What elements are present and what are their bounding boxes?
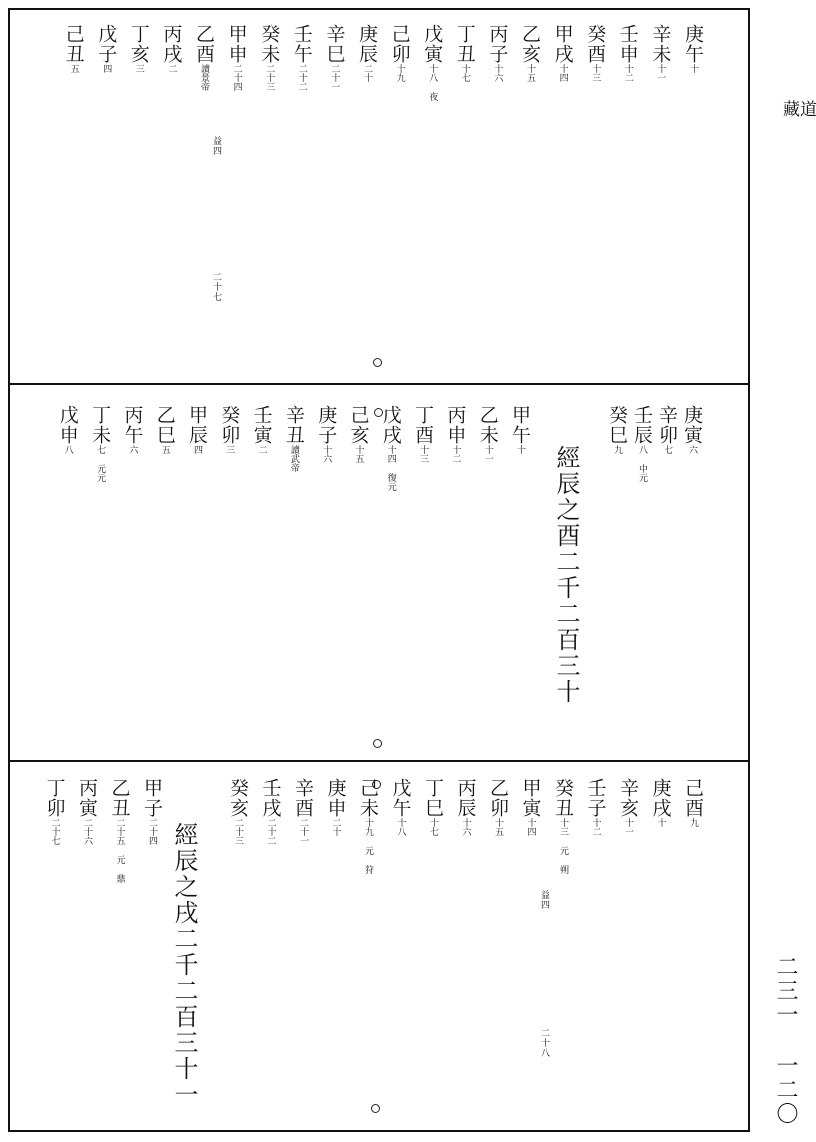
entry-text: 癸巳	[606, 405, 628, 445]
entry-note: 十六	[492, 64, 503, 82]
entry-column	[444, 405, 467, 463]
entry-note: 二十二	[296, 64, 307, 91]
entry-note: 十四 復元	[385, 445, 396, 491]
entry-column	[95, 24, 118, 73]
entry-note: 二十六	[82, 818, 92, 845]
entry-text: 壬戌	[259, 778, 282, 818]
entry-column	[155, 405, 174, 454]
entry-text: 丁巳	[422, 778, 444, 818]
entry-text: 丙子	[486, 24, 509, 64]
entry-column	[142, 778, 161, 845]
entry-text: 乙卯	[487, 778, 509, 818]
entry-text: 壬辰	[631, 405, 653, 445]
entry-note: 十四	[525, 818, 536, 836]
entry-text: 癸卯	[218, 405, 241, 445]
entry-note: 二十	[330, 818, 341, 836]
entry-note: 二十五 元 鼎	[114, 818, 125, 883]
entry-note: 二	[166, 64, 177, 73]
entry-column	[77, 778, 96, 845]
entry-text: 乙丑	[108, 778, 131, 818]
entry-text: 甲子	[141, 778, 163, 818]
entry-note: 十五	[353, 445, 364, 463]
middle-panel	[10, 385, 748, 760]
entry-column	[553, 24, 572, 82]
entry-column	[326, 778, 345, 836]
entry-text: 戊子	[95, 24, 118, 64]
entry-column	[423, 778, 442, 836]
entry-note: 十二	[622, 64, 633, 82]
entry-column	[584, 24, 607, 82]
entry-text: 辛巳	[323, 24, 346, 64]
entry-text: 己未	[357, 778, 379, 818]
entry-text: 己丑	[62, 24, 85, 64]
entry-text: 乙巳	[153, 405, 176, 445]
entry-column	[488, 778, 507, 836]
entry-note: 十	[515, 445, 525, 454]
margin-title: 道 藏	[779, 100, 816, 179]
entry-text: 乙未	[476, 405, 499, 445]
entry-column	[586, 778, 605, 836]
entry-text: 丙戌	[160, 24, 183, 64]
entry-note: 六	[687, 445, 697, 454]
entry-note: 七 元元	[95, 445, 106, 482]
entry-note: 讀武帝	[288, 445, 299, 472]
entry-column	[194, 24, 213, 91]
entry-note: 四	[192, 445, 202, 454]
entry-text: 丁酉	[412, 405, 435, 445]
entry-column	[683, 24, 702, 73]
entry-column	[129, 24, 148, 73]
entry-note: 九	[612, 445, 622, 454]
entry-text: 丁未	[89, 405, 112, 445]
entry-note: 二十三	[233, 818, 243, 845]
entry-text: 己卯	[388, 24, 411, 64]
entry-text: 庚午	[682, 24, 704, 64]
entry-text: 辛卯	[656, 405, 678, 445]
entry-column	[651, 778, 670, 827]
entry-column	[293, 778, 312, 845]
entry-column	[632, 405, 651, 482]
entry-column	[284, 405, 303, 472]
entry-note: 十五	[525, 64, 535, 82]
lower-heading: 經辰之戌二千二百三十一	[170, 822, 198, 1108]
entry-text: 己亥	[347, 405, 370, 445]
circle-mark-upper	[373, 358, 382, 367]
entry-text: 戊戌	[379, 405, 402, 445]
entry-note: 十六	[460, 818, 471, 836]
lower-mark-1: 益四	[539, 890, 549, 910]
entry-column	[390, 24, 409, 82]
entry-note: 二十一	[329, 64, 340, 91]
entry-column	[683, 778, 702, 827]
page-number: 二三一 一二〇	[773, 955, 798, 1126]
entry-text: 辛未	[649, 24, 672, 64]
entry-note: 十三	[418, 445, 429, 463]
entry-note: 十六	[321, 445, 332, 463]
entry-column	[391, 778, 410, 836]
entry-note: 四	[101, 64, 112, 73]
entry-note: 二	[256, 445, 267, 454]
entry-column	[160, 24, 183, 73]
entry-column	[553, 778, 572, 874]
entry-note: 二十三	[264, 64, 275, 91]
entry-column	[218, 405, 241, 454]
entry-note: 八	[62, 445, 73, 454]
entry-note: 十二	[590, 818, 601, 836]
entry-note: 十八	[395, 818, 406, 836]
entry-column	[412, 405, 435, 463]
entry-column	[618, 778, 637, 836]
entry-column	[292, 24, 311, 91]
entry-note: 十九 元 狩	[363, 818, 373, 874]
entry-note: 三	[224, 445, 235, 454]
circle-mark-middle	[374, 408, 383, 417]
entry-column	[45, 778, 64, 845]
entry-text: 甲午	[509, 405, 531, 445]
entry-column	[421, 24, 444, 101]
entry-note: 三	[133, 64, 144, 73]
entry-column	[58, 405, 77, 454]
entry-note: 二十七	[49, 818, 60, 845]
entry-note: 十七	[428, 818, 438, 836]
entry-column	[520, 24, 539, 82]
entry-note: 十三	[590, 64, 601, 82]
entry-note: 五	[68, 64, 79, 73]
entry-text: 癸亥	[227, 778, 249, 818]
upper-panel	[10, 10, 748, 383]
entry-column	[315, 405, 338, 463]
entry-column	[649, 24, 672, 82]
entry-column	[456, 778, 475, 836]
entry-note: 九	[688, 818, 698, 827]
entry-text: 壬午	[290, 24, 313, 64]
entry-text: 丁亥	[127, 24, 150, 64]
entry-text: 庚子	[315, 405, 338, 445]
entry-note: 二十四	[147, 818, 157, 845]
entry-text: 丁卯	[43, 778, 66, 818]
entry-text: 甲申	[225, 24, 248, 64]
entry-text: 丁丑	[453, 24, 476, 64]
entry-note: 十三 元 朔	[558, 818, 568, 874]
entry-column	[657, 405, 676, 454]
entry-text: 甲戌	[551, 24, 574, 64]
entry-column	[261, 778, 280, 845]
entry-note: 六	[127, 445, 138, 454]
entry-text: 丙午	[121, 405, 144, 445]
entry-column	[607, 405, 626, 454]
entry-note: 二十四	[231, 64, 242, 91]
entry-column	[227, 24, 246, 91]
entry-column	[381, 405, 400, 491]
entry-text: 戊午	[389, 778, 412, 818]
entry-text: 甲寅	[519, 778, 542, 818]
entry-text: 戊申	[56, 405, 79, 445]
entry-text: 壬申	[616, 24, 639, 64]
entry-note: 十一	[482, 445, 493, 463]
entry-column	[455, 24, 474, 82]
entry-note: 十四	[557, 64, 568, 82]
entry-text: 乙亥	[519, 24, 541, 64]
entry-note: 二十	[362, 64, 372, 82]
entry-column	[64, 24, 83, 73]
entry-text: 己酉	[682, 778, 704, 818]
entry-note: 十九	[394, 64, 405, 82]
entry-note: 十一	[655, 64, 666, 82]
entry-note: 二十二	[265, 818, 276, 845]
entry-column	[521, 778, 540, 836]
entry-text: 乙酉	[193, 24, 215, 64]
page-frame	[8, 8, 750, 1132]
entry-column	[486, 24, 509, 82]
entry-note: 十五	[493, 818, 503, 836]
upper-mark-2: 二十七	[211, 272, 221, 302]
entry-text: 庚辰	[356, 24, 378, 64]
entry-column	[323, 24, 346, 91]
circle-mark-lower-top	[372, 780, 381, 789]
entry-text: 壬寅	[250, 405, 273, 445]
entry-text: 丙辰	[454, 778, 477, 818]
entry-column	[252, 405, 271, 454]
entry-column	[228, 778, 247, 845]
entry-text: 庚寅	[681, 405, 703, 445]
entry-text: 戊寅	[421, 24, 444, 64]
entry-note: 讀景帝	[199, 64, 209, 91]
entry-note: 七	[662, 445, 672, 454]
entry-column	[89, 405, 112, 482]
entry-note: 十	[688, 64, 698, 73]
entry-column	[110, 778, 129, 883]
entry-note: 十二	[450, 445, 461, 463]
middle-heading: 經辰之酉二千二百三十	[552, 445, 580, 705]
entry-note: 十一	[623, 818, 633, 836]
circle-mark-lower	[371, 1104, 380, 1113]
entry-text: 庚申	[324, 778, 347, 818]
entry-text: 癸未	[258, 24, 281, 64]
entry-column	[478, 405, 497, 463]
entry-text: 甲辰	[186, 405, 208, 445]
entry-text: 丙申	[444, 405, 467, 445]
entry-text: 辛亥	[617, 778, 639, 818]
entry-text: 丙寅	[76, 778, 98, 818]
circle-mark-middle-bottom	[373, 739, 382, 748]
entry-column	[258, 24, 281, 91]
lower-mark-2: 二十八	[539, 1028, 549, 1058]
entry-text: 壬子	[584, 778, 607, 818]
entry-note: 二十一	[298, 818, 308, 845]
entry-text: 辛丑	[282, 405, 305, 445]
entry-note: 五	[159, 445, 170, 454]
entry-text: 癸丑	[552, 778, 574, 818]
entry-column	[618, 24, 637, 82]
lower-panel	[10, 762, 748, 1130]
entry-column	[510, 405, 529, 454]
entry-text: 庚戌	[649, 778, 672, 818]
entry-column	[358, 778, 377, 874]
entry-note: 十	[655, 818, 666, 827]
entry-note: 十八 夜	[427, 64, 438, 101]
entry-text: 癸酉	[584, 24, 607, 64]
entry-column	[187, 405, 206, 454]
entry-note: 十七	[459, 64, 470, 82]
upper-mark-1: 益四	[211, 136, 221, 156]
entry-column	[357, 24, 376, 82]
entry-text: 辛酉	[292, 778, 314, 818]
entry-column	[349, 405, 368, 463]
entry-note: 八 中元	[637, 445, 647, 482]
entry-column	[121, 405, 144, 454]
entry-column	[682, 405, 701, 454]
